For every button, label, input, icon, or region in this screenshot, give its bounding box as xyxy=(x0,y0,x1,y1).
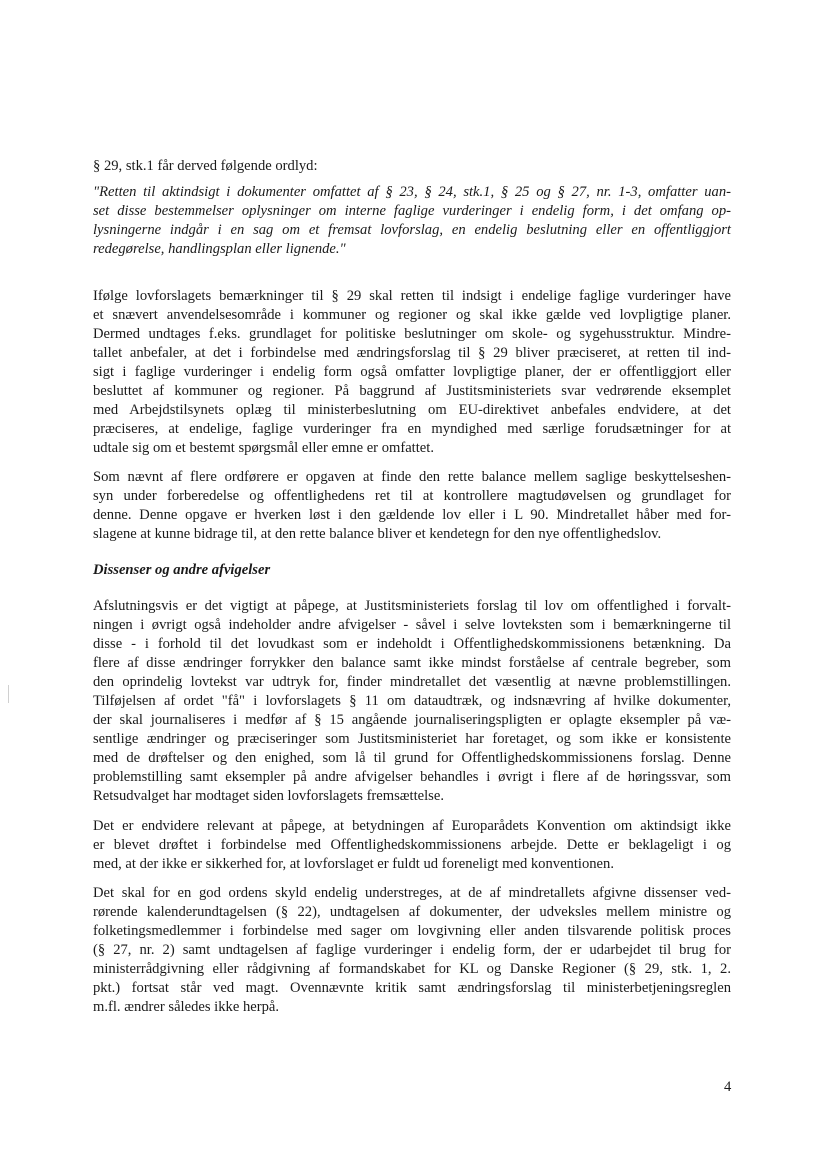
quote-line: redegørelse, handlingsplan eller lignende." xyxy=(93,241,346,257)
paragraph-line: ministerrådgivning eller rådgivning af formandskabet for KL og Danske Regioner (§ 29, stk. 1, 2. xyxy=(93,961,731,977)
paragraph-line: besluttet af kommuner og regioner. På baggrund af Justitsministeriets svar vedrørende eksemplet xyxy=(93,383,731,399)
paragraph-line: problemstilling samt eksempler på andre afvigelser behandles i øvrigt i flere af de høringssvar, som xyxy=(93,769,731,785)
paragraph-line: Retsudvalget har modtaget siden lovforslagets fremsættelse. xyxy=(93,788,444,804)
paragraph-line: er blevet drøftet i forbindelse med Offentlighedskommissionens arbejde. Dette er beklageligt i og xyxy=(93,837,731,853)
paragraph-line: med Arbejdstilsynets oplæg til ministerbeslutning om EU-direktivet anbefales endvidere, at det xyxy=(93,402,731,418)
paragraph-line: m.fl. ændrer således ikke herpå. xyxy=(93,999,280,1015)
paragraph-line: sigt i faglige vurderinger i endelig form også omfatter lovpligtige planer, der er offentliggjort eller xyxy=(93,364,731,380)
quote-line: lysningerne indgår i en sag om et fremsat lovforslag, en endelig beslutning eller en offentliggjort xyxy=(93,222,731,238)
paragraph-line: Dermed undtages f.eks. grundlaget for politiske beslutninger om skole- og sygehusstruktur. Mindre- xyxy=(93,326,731,342)
paragraph-line: denne. Denne opgave er hverken løst i den gældende lov eller i L 90. Mindretallet håber med for- xyxy=(93,507,731,523)
paragraph-line: folketingsmedlemmer i forbindelse med sager om lovgivning eller anden tilsvarende politisk proces xyxy=(93,923,731,939)
paragraph-line: med de drøftelser og den enighed, som lå til grund for Offentlighedskommissionens forslag. Denne xyxy=(93,750,731,766)
quote-line: "Retten til aktindsigt i dokumenter omfattet af § 23, § 24, stk.1, § 25 og § 27, nr. 1-3, omfatter uan- xyxy=(93,184,731,200)
paragraph-line: der skal journaliseres i medfør af § 15 angående journaliseringspligten er oplagte eksempler på væ- xyxy=(93,712,731,728)
paragraph-line: disse - i forhold til det lovudkast som er indeholdt i Offentlighedskommissionens betænkning. Da xyxy=(93,636,731,652)
paragraph-line: Det skal for en god ordens skyld endelig understreges, at de af mindretallets afgivne dissenser ved- xyxy=(93,885,731,901)
paragraph-line: sentlige ændringer og præciseringer som Justitsministeriet har foretaget, og som ikke er konsistente xyxy=(93,731,731,747)
quote-line: set disse bestemmelser oplysninger om interne faglige vurderinger i endelig form, i det omfang op- xyxy=(93,203,731,219)
paragraph-line: Afslutningsvis er det vigtigt at påpege, at Justitsministeriets forslag til lov om offentlighed i forvalt- xyxy=(93,598,731,614)
paragraph-line: ningen i øvrigt også indeholder andre afvigelser - såvel i selve lovteksten som i bemærkningerne til xyxy=(93,617,731,633)
paragraph-line: syn under forberedelse og offentlighedens ret til at kontrollere magtudøvelsen og grundlaget for xyxy=(93,488,731,504)
paragraph-line: tallet anbefaler, at det i forbindelse med ændringsforslag til § 29 bliver præciseret, at retten til ind- xyxy=(93,345,731,361)
paragraph-line: udtale sig om et bestemt spørgsmål eller emne er omfattet. xyxy=(93,440,434,456)
paragraph-line: pkt.) fortsat står ved magt. Ovennævnte kritik samt ændringsforslag til ministerbetjeningsreglen xyxy=(93,980,731,996)
paragraph-line: den oprindelig lovtekst var udtryk for, finder mindretallet det væsentlig at nævne problemstillingen. xyxy=(93,674,731,690)
paragraph-line: Som nævnt af flere ordførere er opgaven at finde den rette balance mellem saglige beskyttelseshen- xyxy=(93,469,731,485)
paragraph-line: præciseres, at endelige, faglige vurderinger fra en myndighed med særlige forudsætninger for at xyxy=(93,421,731,437)
paragraph-line: rørende kalenderundtagelsen (§ 22), undtagelsen af dokumenter, der udveksles mellem ministre og xyxy=(93,904,731,920)
intro-text: § 29, stk.1 får derved følgende ordlyd: xyxy=(93,158,318,174)
section-heading: Dissenser og andre afvigelser xyxy=(93,562,271,578)
paragraph-line: (§ 27, nr. 2) samt undtagelsen af faglige vurderinger i endelig form, der er udarbejdet til brug for xyxy=(93,942,731,958)
paragraph-line: Tilføjelsen af ordet "få" i lovforslagets § 11 om dataudtræk, og indsnævring af hvilke dokumenter, xyxy=(93,693,731,709)
paragraph-line: flere af disse ændringer forrykker den balance samt ikke mindst forståelse af centrale begreber, som xyxy=(93,655,731,671)
paragraph-line: Ifølge lovforslagets bemærkninger til § 29 skal retten til indsigt i endelige faglige vurderinger have xyxy=(93,288,731,304)
paragraph-line: slagene at kunne bidrage til, at den rette balance bliver et kendetegn for den nye offentlighedslov. xyxy=(93,526,662,542)
paragraph-line: Det er endvidere relevant at påpege, at betydningen af Europarådets Konvention om aktindsigt ikke xyxy=(93,818,731,834)
paragraph-line: et snævert anvendelsesområde i kommuner og regioner og skal ikke gælde ved lovpligtige planer. xyxy=(93,307,731,323)
page-number: 4 xyxy=(724,1079,732,1095)
paragraph-line: med, at der ikke er sikkerhed for, at lovforslaget er fuldt ud foreneligt med konventionen. xyxy=(93,856,614,872)
scan-mark xyxy=(8,685,9,703)
